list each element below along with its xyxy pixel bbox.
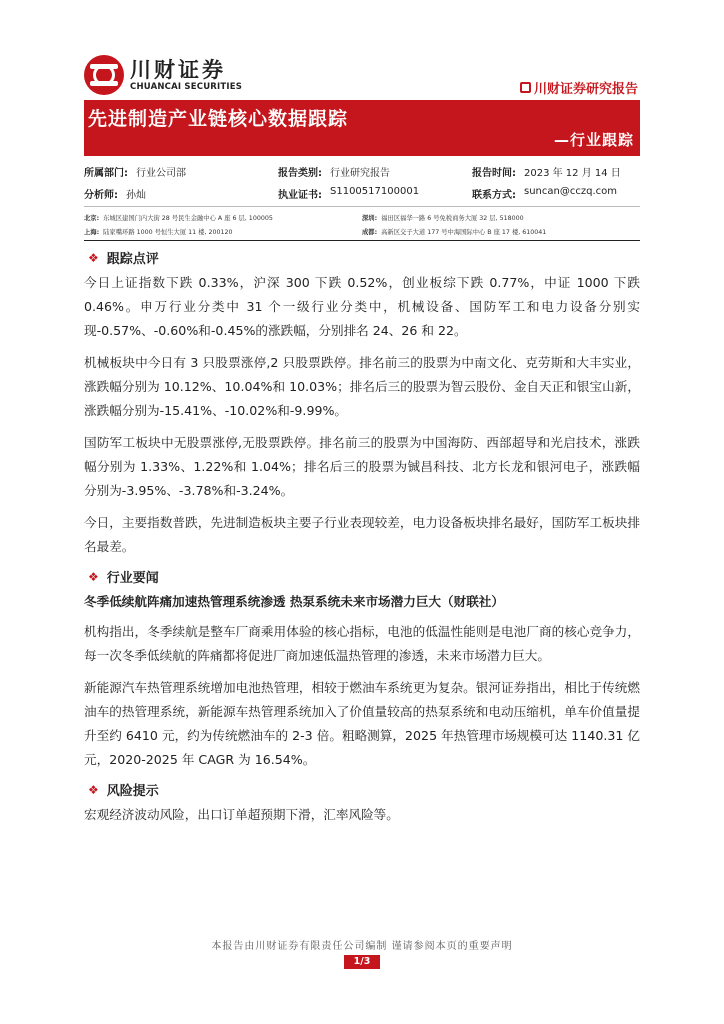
section-heading: ❖ 跟踪点评	[88, 250, 159, 267]
title-band	[84, 100, 640, 156]
contact-email-link[interactable]: suncan@cczq.com	[524, 185, 617, 197]
analyst-value: 孙灿	[126, 189, 146, 201]
cert-label: 执业证书:	[278, 189, 322, 201]
report-tag-icon	[520, 82, 531, 93]
paragraph: 机构指出，冬季续航是整车厂商乘用体验的核心指标，电池的低温性能则是电池厂商的核心竞争力，每一次冬季低续航的阵痛都将促进厂商加速低温热管理的渗透，未来市场潜力巨大。	[84, 624, 640, 663]
logo-chinese-name: 川财证券	[130, 58, 226, 82]
report-tag	[520, 78, 638, 97]
report-tag-label: 川财证券研究报告	[533, 82, 638, 97]
diamond-bullet-icon: ❖	[88, 782, 99, 797]
logo-emblem-icon	[84, 55, 124, 95]
diamond-bullet-icon: ❖	[88, 569, 99, 584]
analyst-label: 分析师:	[84, 189, 118, 201]
company-logo	[84, 55, 242, 95]
section-heading: ❖ 行业要闻	[88, 569, 159, 586]
beijing-label: 北京:	[84, 214, 100, 222]
report-subtitle: —行业跟踪	[553, 131, 634, 149]
report-meta	[84, 160, 640, 204]
cert-value: S1100517100001	[330, 185, 420, 197]
paragraph: 机械板块中今日有 3 只股票涨停,2 只股票跌停。排名前三的股票为中南文化、克劳斯和大丰实业，涨跌幅分别为 10.12%、10.04%和 10.03%；排名后三的股票为智云股份、金自天正和银宝山新，涨跌幅分别为-15.41%、-10.02%和-9.99%。	[84, 355, 640, 418]
shanghai-label: 上海:	[84, 228, 100, 236]
shanghai-address: 陆家嘴环路 1000 号恒生大厦 11 楼, 200120	[103, 228, 233, 236]
page-number: 1/3	[344, 955, 380, 969]
logo-english-name: CHUANCAI SECURITIES	[130, 82, 243, 92]
paragraph: 国防军工板块中无股票涨停,无股票跌停。排名前三的股票为中国海防、西部超导和光启技术，涨跌幅分别为 1.33%、1.22%和 1.04%；排名后三的股票为铖昌科技、北方长龙和银河电子，涨跌幅分别为-3.95%、-3.78%和-3.24%。	[84, 435, 640, 498]
report-title: 先进制造产业链核心数据跟踪	[88, 108, 349, 130]
dept-label: 所属部门:	[84, 167, 128, 179]
office-addresses	[84, 206, 640, 241]
footer-disclaimer: 本报告由川财证券有限责任公司编制 谨请参阅本页的重要声明	[211, 941, 513, 952]
contact-label: 联系方式:	[472, 189, 516, 201]
chengdu-address: 高新区交子大道 177 号中海国际中心 B 座 17 楼, 610041	[381, 228, 547, 236]
paragraph: 今日上证指数下跌 0.33%，沪深 300 下跌 0.52%，创业板综下跌 0.77%，中证 1000 下跌 0.46%。申万行业分类中 31 个一级行业分类中，机械设备、国防军工和电力设备分别实现-0.57%、-0.60%和-0.45%的涨跌幅，分别排名 24、26 和 22。	[84, 275, 640, 338]
category-label: 报告类别:	[278, 167, 322, 179]
diamond-bullet-icon: ❖	[88, 250, 99, 265]
category-value: 行业研究报告	[330, 167, 390, 179]
date-value: 2023 年 12 月 14 日	[524, 167, 621, 179]
shenzhen-address: 福田区福华一路 6 号免税商务大厦 32 层, 518000	[381, 214, 524, 222]
paragraph: 宏观经济波动风险，出口订单超预期下滑，汇率风险等。	[84, 807, 399, 822]
paragraph: 今日，主要指数普跌，先进制造板块主要子行业表现较差，电力设备板块排名最好，国防军工板块排名最差。	[84, 515, 640, 554]
section-heading: ❖ 风险提示	[88, 782, 159, 799]
chengdu-label: 成都:	[362, 228, 378, 236]
date-label: 报告时间:	[472, 167, 516, 179]
dept-value: 行业公司部	[136, 167, 186, 179]
paragraph: 新能源汽车热管理系统增加电池热管理，相较于燃油车系统更为复杂。银河证券指出，相比于传统燃油车的热管理系统，新能源车热管理系统加入了价值量较高的热泵系统和电动压缩机，单车价值量提升至约 6410 元，约为传统燃油车的 2-3 倍。粗略测算，2025 年热管理市场规模可达 1140.31 亿元，2020-2025 年 CAGR 为 16.54%。	[84, 680, 640, 767]
beijing-address: 东城区建国门内大街 28 号民生金融中心 A 座 6 层, 100005	[103, 214, 273, 222]
report-body	[84, 248, 640, 835]
shenzhen-label: 深圳:	[362, 214, 378, 222]
news-headline: 冬季低续航阵痛加速热管理系统渗透 热泵系统未来市场潜力巨大（财联社）	[84, 594, 504, 609]
